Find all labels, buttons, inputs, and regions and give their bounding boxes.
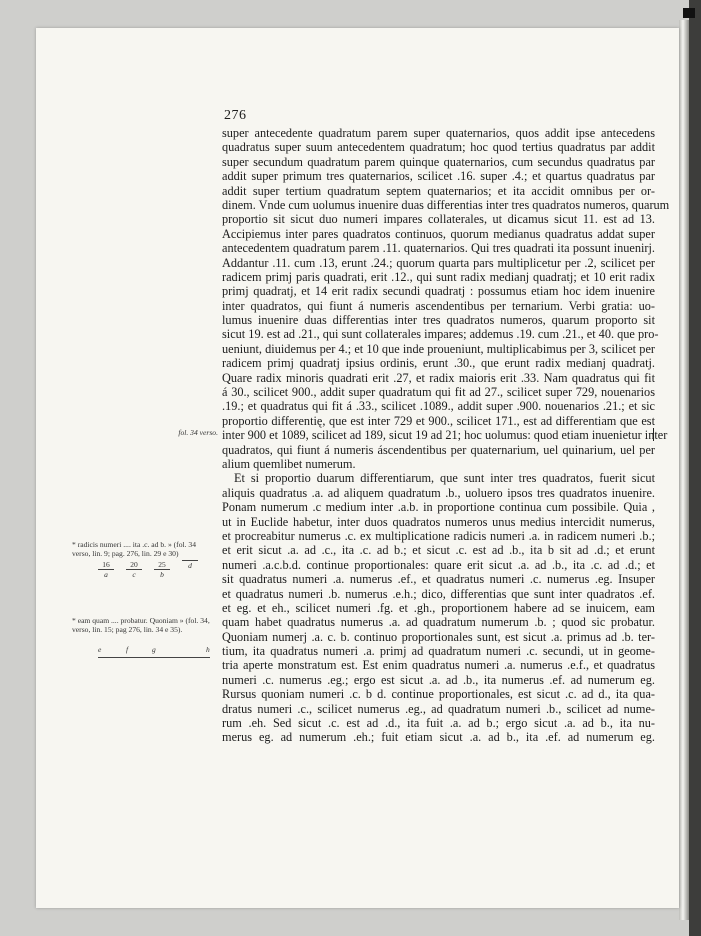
text-line: antecedentem quadratum parem .11. quaternarios. Qui tres quadrati ita possunt inuenirj. <box>222 241 655 256</box>
text-line: et erit sicut .a. ad .c., ita .c. ad b.; et sicut .c. est ad .b., ita b sit ad .d.; et erunt <box>222 543 655 558</box>
line-diagram-efgh <box>98 645 210 658</box>
diagram-cell <box>154 560 170 580</box>
diagram-letter: b <box>160 570 164 579</box>
text-line: numeri .a.c.b.d. continue proportionales: quare erit sicut .a. ad .b., ita .c. ad .d.; et <box>222 557 655 572</box>
text-line: rum .eh. Sed sicut .c. est ad .d., ita fuit .a. ad b.; ergo sicut .a. ad b., ita nu- <box>222 716 655 731</box>
text-line: sicut 19. est ad .21., qui sunt collaterales impares; addemus .19. cum .21., et 40. que pro- <box>222 327 659 342</box>
text-line: et eg. et eh., scilicet numeri .fg. et .gh., proportionem habere ad se inuicem, eam <box>222 600 655 615</box>
book-page-edge <box>679 20 689 920</box>
text-line: radicem primj quadratj ipsius ordinis, erunt .30., que erunt radix medianj quadratj. <box>222 356 655 371</box>
page-number: 276 <box>224 108 247 123</box>
text-line: numeri .c. numerus .eg.; ergo est sicut .a. ad .b., ita numerus .ef. ad numerum eg. <box>222 672 655 687</box>
text-line: super secundum quadratum parem quinque quaternarios, cum secundus quadratus par <box>222 154 655 169</box>
text-line: merus eg. ad numerum .eh.; fuit etiam sicut .a. ad b., ita .ef. ad numerum eg. <box>222 730 655 745</box>
text-line: sit quadratus numeri .a. numerus .ef., et quadratus numeri .c. numerus .eg. Insuper <box>222 572 655 587</box>
text-line: Quoniam numerj .a. c. b. continuo proportionales sunt, est sicut .a. primus ad .b. ter- <box>222 629 655 644</box>
proportion-diagram-acbd <box>98 560 208 582</box>
footnote-radicis: * radicis numeri .... ita .c. ad b. » (fol. 34 verso, lin. 9; pag. 276, lin. 29 e 30) <box>72 540 196 558</box>
text-line: .19.; et quadratus qui fit á .33., scilicet .1089., addit super .900. nouenarios .21.; et sic <box>222 399 655 414</box>
text-line: dinem. Vnde cum uolumus inuenire duas differentias inter tres quadratos numeros, quarum <box>222 197 670 212</box>
text-line: quadratos, qui fiunt á numeris áscendentibus per quaternarium, uel quinarium, uel per <box>222 442 655 457</box>
text-line: inter 900 et 1089, scilicet ad 189, sicut 19 ad 21; hoc uolumus: quod etiam inuenietur inter <box>222 428 668 443</box>
footnote-eam-quam: * eam quam .... probatur. Quoniam » (fol. 34, verso, lin. 15; pag 276, lin. 34 e 35). <box>72 616 210 634</box>
text-line: addit super tertium quadratum septem quaternarios; et ita accidit omnibus per or- <box>222 183 655 198</box>
diagram-letter: h <box>206 645 210 654</box>
text-line: Rursus quoniam numeri .c. b d. continue proportionales, est sicut .c. ad d., ita qua- <box>222 687 655 702</box>
diagram-number: 25 <box>154 560 170 570</box>
text-line: Ponam numerum .c medium inter .a.b. in proportione continua cum possibile. Quia , <box>222 500 655 515</box>
text-line: et procreabitur numerus .c. ex multiplicatione radicis numeri .a. in radicem numeri .b.; <box>222 528 655 543</box>
text-line: ueniunt, diuidemus per 4.; et 10 que inde proueniunt, multiplicabimus per 3, scilicet per <box>222 341 655 356</box>
diagram-cell <box>126 560 142 580</box>
diagram-letter: d <box>188 561 192 570</box>
diagram-number: 20 <box>126 560 142 570</box>
text-line: lumus inuenire duas differentias inter tres quadratos numeros, quarum proporto sit <box>222 313 655 328</box>
diagram-letter: e <box>98 645 102 654</box>
text-line: Quare radix minoris quadrati erit .27, et radix maioris erit .33. Nam quadratus qui fit <box>222 370 655 385</box>
text-line: aliquis quadratus .a. ad aliquem quadratum .b., uoluero ipsos tres quadratos inuenire. <box>222 485 655 500</box>
diagram-cell <box>182 560 198 571</box>
diagram-letter: g <box>152 645 156 654</box>
text-line: tium, ita quadratus numeri .a. primj ad quadratum numeri .c. secundi, ut in geome- <box>222 644 655 659</box>
diagram-letter: f <box>126 645 129 654</box>
scan-corner-marker <box>683 8 695 18</box>
text-line: radicem primj paris quadrati, erit .12., qui sunt radix medianj quadratj; et 10 erit radix <box>222 269 655 284</box>
diagram-cell <box>98 560 114 580</box>
text-line: dratus numeri .c., scilicet numerus .eg., ad quadratum numeri .b., scilicet ad nume- <box>222 701 655 716</box>
text-line: ut in Euclide habetur, inter duos quadratos numeros unus medius intercidit numerus, <box>222 514 655 529</box>
diagram-number: 16 <box>98 560 114 570</box>
text-line: Addantur .11. cum .13, erunt .24.; quorum quarta pars multiplicetur per .2, scilicet per <box>222 255 655 270</box>
text-line: tria aperte monstratum est. Est enim quadratus numeri .a. numerus .e.f., et quadratus <box>222 658 655 673</box>
main-text-column <box>222 126 670 745</box>
text-line: et quadratus numeri .b. numerus .e.h.; dico, differentias que sunt inter quadratos .ef. <box>222 586 655 601</box>
diagram-letter: a <box>104 570 108 579</box>
diagram-letter: c <box>132 570 136 579</box>
text-line: á 30., scilicet 900., addit super quadratum qui fit ad 27., scilicet super 729, nouenarios <box>222 385 655 400</box>
text-line: Et si proportio duarum differentiarum, que sunt inter tres quadratos, fuerit sicut <box>234 471 655 486</box>
text-line: quadratus super suum antecedentem quadratum; hoc quod tertius quadratus par addit <box>222 140 655 155</box>
text-line: quam habet quadratus numerus .a. ad quadratum numerum .b. ; quod sic probatur. <box>222 615 655 630</box>
text-line: Accipiemus inter pares quadratos continuos, quorum medianus quadratus addat super <box>222 226 655 241</box>
text-line: primj quadratj, et 14 erit radix secundi quadratj : possumus etiam hoc idem inuenire <box>222 284 655 299</box>
text-line: proportio sit sicut duo numeri impares collaterales, ut dicamus sicut 11. est ad 13. <box>222 212 655 227</box>
folio-reference: fol. 34 verso. <box>178 428 218 437</box>
text-line: alium quemlibet numerum. <box>222 456 356 471</box>
text-line: super antecedente quadratum parem super quaternarios, quos addit ipse antecedens <box>222 126 655 140</box>
text-line: proportio differentię, que est inter 729 et 900., scilicet 171., est ad differentiam que est <box>222 413 655 428</box>
text-line: inter quadratos, qui fiunt á numeris ascendentibus per ternarium. Verbi gratia: uo- <box>222 298 655 313</box>
text-line: addit super primum tres quaternarios, scilicet .16. super .4.; et quartus quadratus par <box>222 169 655 184</box>
book-binding-shadow <box>689 0 701 936</box>
